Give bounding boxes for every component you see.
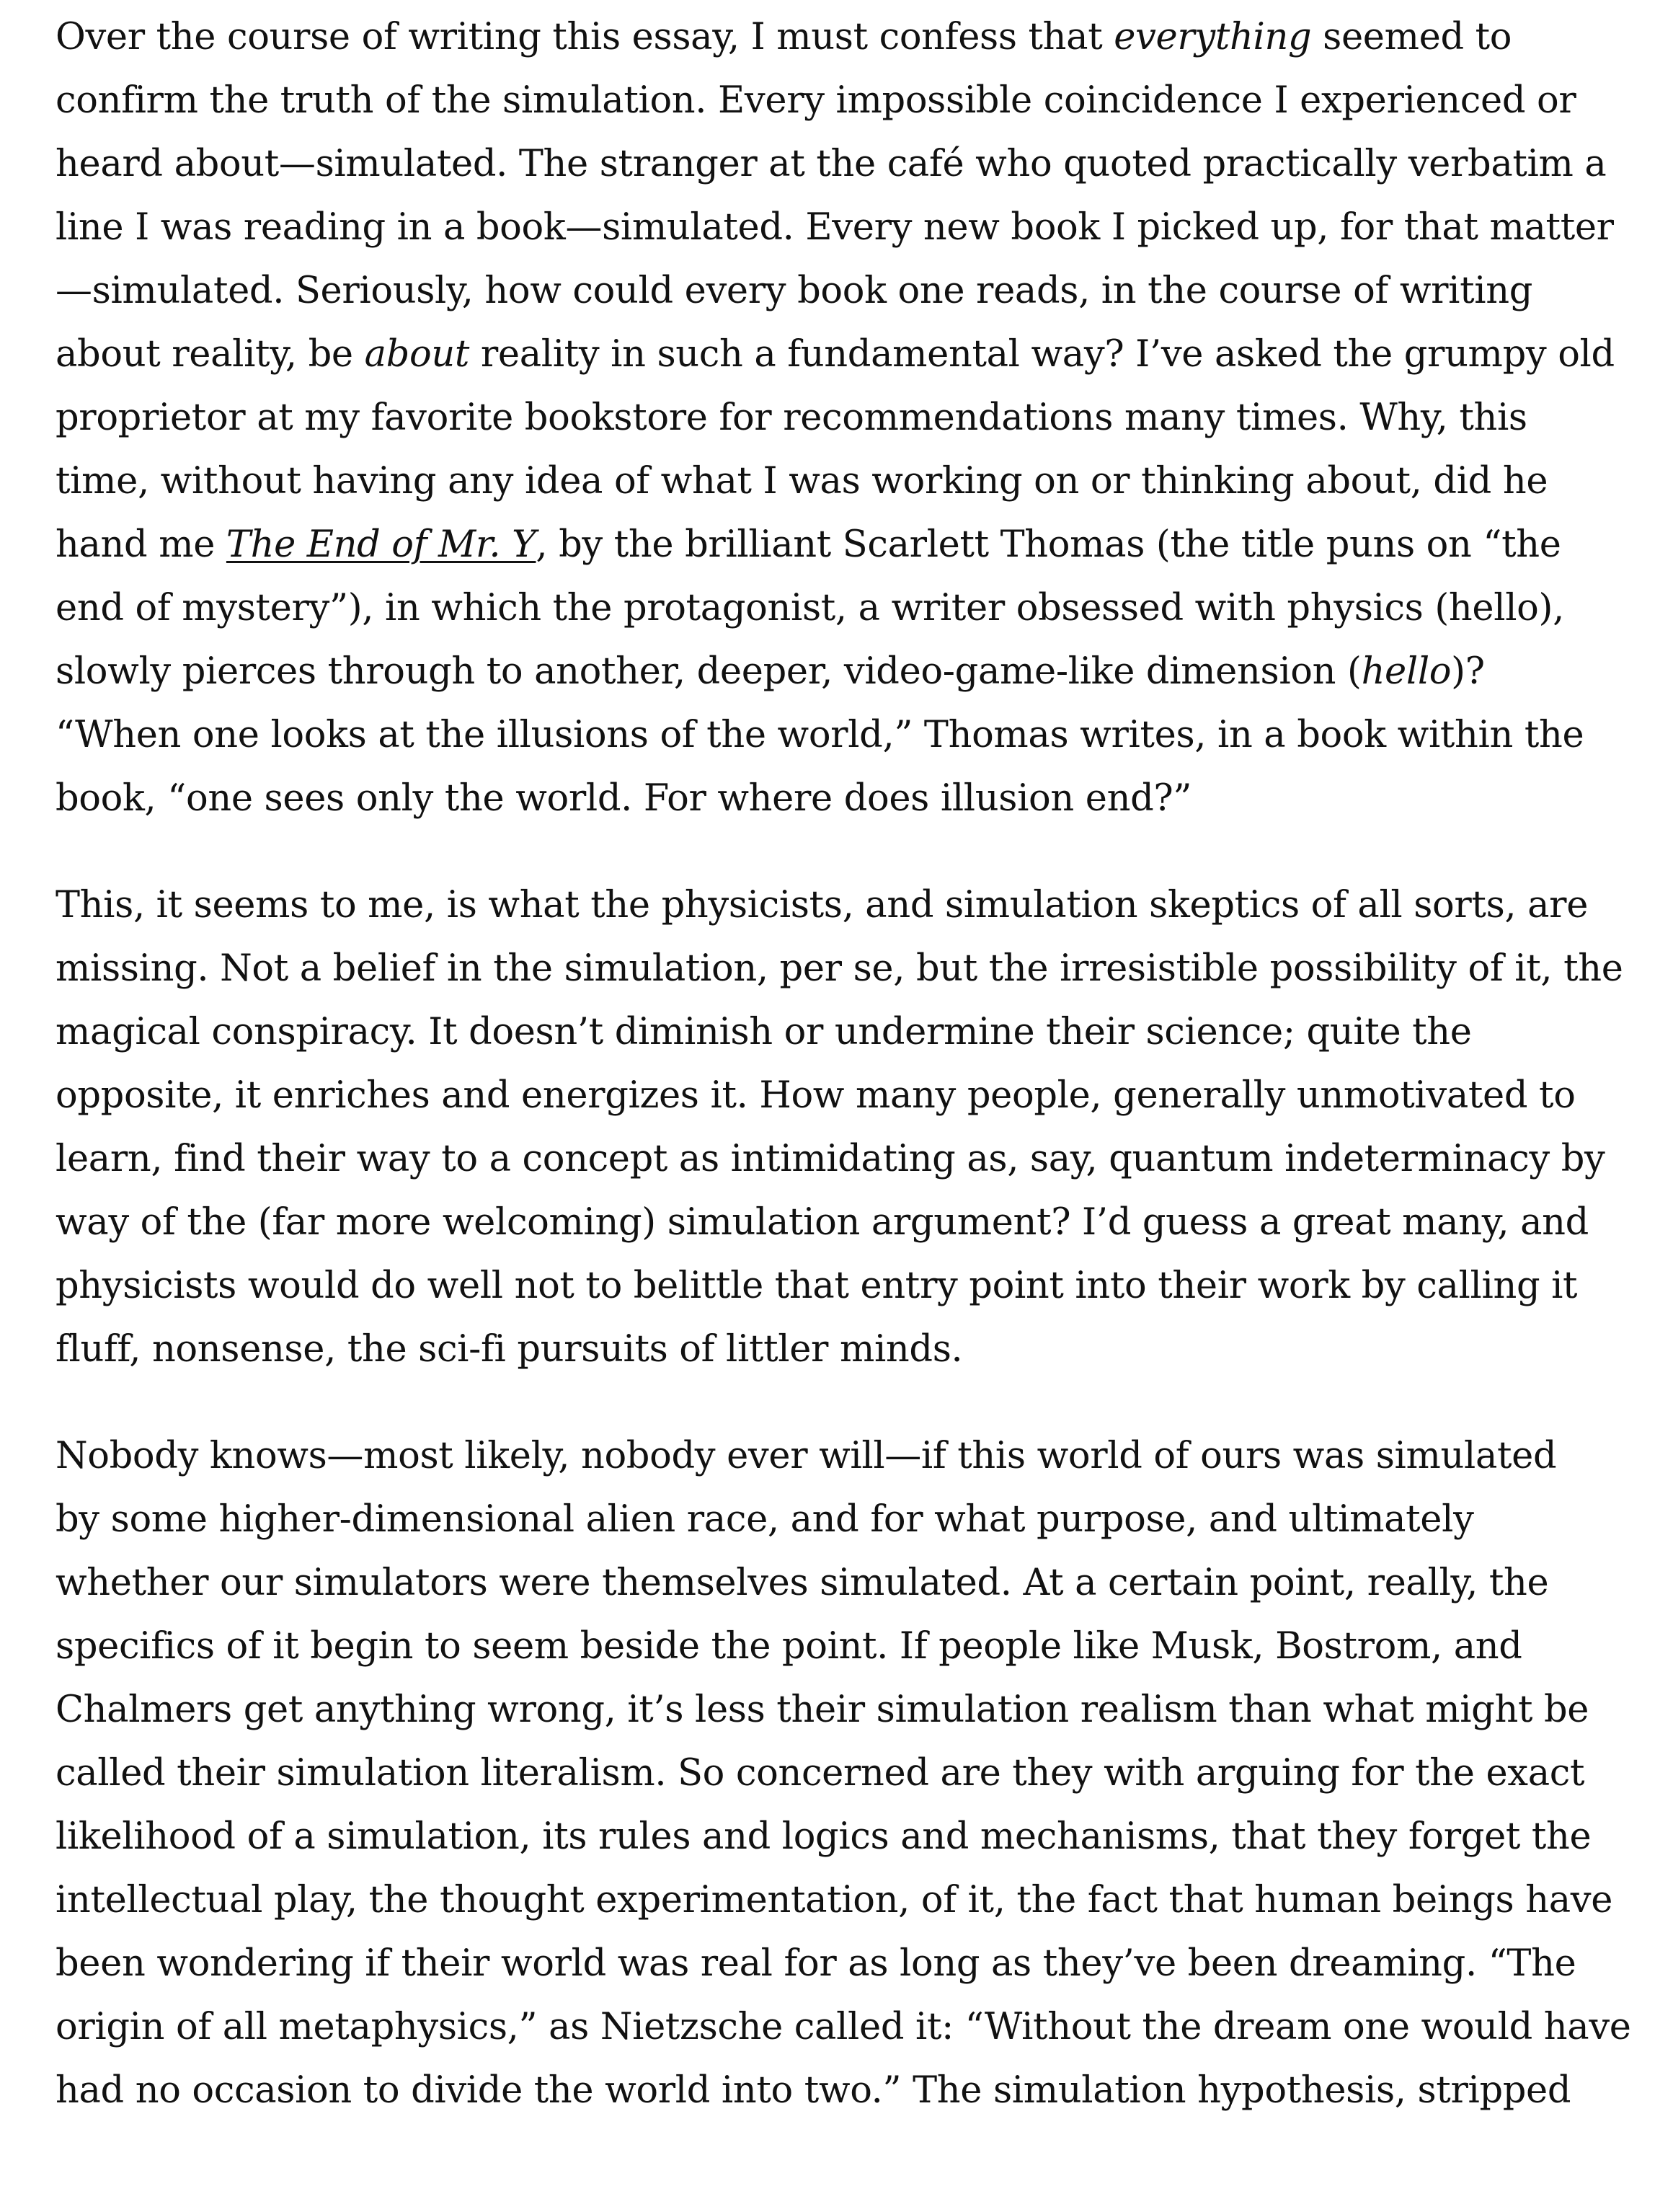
text-line <box>56 1742 1634 1805</box>
text-segment: hand me <box>56 523 226 566</box>
text-segment: line I was reading in a book—simulated. Every new book I picked up, for that matter <box>56 206 1614 249</box>
text-segment: Over the course of writing this essay, I must confess that <box>56 16 1114 58</box>
book-title-link[interactable]: The End of Mr. Y <box>226 523 536 566</box>
text-line <box>56 69 1634 133</box>
text-segment: origin of all metaphysics,” as Nietzsche called it: “Without the dream one would have <box>56 2006 1631 2048</box>
paragraph <box>56 6 1634 831</box>
text-segment: missing. Not a belief in the simulation, per se, but the irresistible possibility of it, the <box>56 947 1623 990</box>
text-segment: likelihood of a simulation, its rules and logics and mechanisms, that they forget the <box>56 1815 1592 1858</box>
text-segment: fluff, nonsense, the sci-fi pursuits of littler minds. <box>56 1328 963 1371</box>
text-segment: )? <box>1451 650 1485 693</box>
paragraph <box>56 1425 1634 2123</box>
text-segment: proprietor at my favorite bookstore for recommendations many times. Why, this <box>56 397 1527 439</box>
text-segment: time, without having any idea of what I was working on or thinking about, did he <box>56 460 1548 503</box>
text-segment: —simulated. Seriously, how could every book one reads, in the course of writing <box>56 270 1533 312</box>
text-segment: magical conspiracy. It doesn’t diminish or undermine their science; quite the <box>56 1011 1472 1053</box>
text-segment: specifics of it begin to seem beside the point. If people like Musk, Bostrom, and <box>56 1625 1522 1668</box>
text-line <box>56 1552 1634 1615</box>
emphasis-text: hello <box>1361 650 1452 693</box>
text-line <box>56 1488 1634 1552</box>
text-line <box>56 2059 1634 2123</box>
text-line <box>56 513 1634 577</box>
text-line <box>56 1805 1634 1869</box>
text-segment: confirm the truth of the simulation. Every impossible coincidence I experienced or <box>56 79 1576 122</box>
text-segment: This, it seems to me, is what the physicists, and simulation skeptics of all sorts, are <box>56 884 1589 926</box>
text-line <box>56 1064 1634 1128</box>
text-line <box>56 1128 1634 1191</box>
text-line <box>56 450 1634 513</box>
text-line <box>56 6 1634 69</box>
text-segment: been wondering if their world was real for as long as they’ve been dreaming. “The <box>56 1942 1576 1985</box>
text-line <box>56 767 1634 831</box>
text-line <box>56 937 1634 1001</box>
text-segment: about reality, be <box>56 333 365 376</box>
text-segment: opposite, it enriches and energizes it. How many people, generally unmotivated to <box>56 1074 1576 1117</box>
text-segment: Chalmers get anything wrong, it’s less their simulation realism than what might be <box>56 1689 1589 1731</box>
text-line <box>56 260 1634 323</box>
text-segment: way of the (far more welcoming) simulation argument? I’d guess a great many, and <box>56 1201 1589 1244</box>
text-line <box>56 386 1634 450</box>
emphasis-text: about <box>364 333 469 376</box>
text-line <box>56 1001 1634 1064</box>
text-line <box>56 704 1634 767</box>
text-line <box>56 1615 1634 1678</box>
text-line <box>56 323 1634 386</box>
text-line <box>56 1869 1634 1932</box>
text-segment: learn, find their way to a concept as intimidating as, say, quantum indeterminacy by <box>56 1138 1605 1180</box>
text-segment: “When one looks at the illusions of the world,” Thomas writes, in a book within the <box>56 714 1584 756</box>
text-segment: by some higher-dimensional alien race, and for what purpose, and ultimately <box>56 1498 1474 1541</box>
article-body <box>56 6 1634 2166</box>
text-line <box>56 577 1634 640</box>
text-segment: heard about—simulated. The stranger at the café who quoted practically verbatim a <box>56 143 1607 185</box>
text-line <box>56 1255 1634 1318</box>
text-line <box>56 1932 1634 1996</box>
text-line <box>56 1425 1634 1488</box>
text-segment: seemed to <box>1311 16 1512 58</box>
text-line <box>56 640 1634 704</box>
text-segment: had no occasion to divide the world into two.” The simulation hypothesis, stripped <box>56 2069 1571 2112</box>
text-line <box>56 1318 1634 1381</box>
text-line <box>56 196 1634 260</box>
text-line <box>56 1678 1634 1742</box>
text-line <box>56 874 1634 937</box>
text-segment: , by the brilliant Scarlett Thomas (the title puns on “the <box>536 523 1561 566</box>
text-segment: book, “one sees only the world. For where does illusion end?” <box>56 777 1192 820</box>
text-segment: physicists would do well not to belittle that entry point into their work by calling it <box>56 1265 1578 1307</box>
text-line <box>56 1996 1634 2059</box>
text-line <box>56 133 1634 196</box>
emphasis-text: everything <box>1114 16 1312 58</box>
text-segment: intellectual play, the thought experimentation, of it, the fact that human beings have <box>56 1879 1613 1921</box>
text-segment: end of mystery”), in which the protagonist, a writer obsessed with physics (hello), <box>56 587 1564 629</box>
text-segment: reality in such a fundamental way? I’ve asked the grumpy old <box>469 333 1615 376</box>
text-segment: whether our simulators were themselves simulated. At a certain point, really, the <box>56 1562 1549 1604</box>
text-segment: Nobody knows—most likely, nobody ever will—if this world of ours was simulated <box>56 1435 1557 1477</box>
text-segment: called their simulation literalism. So concerned are they with arguing for the exact <box>56 1752 1585 1795</box>
text-line <box>56 1191 1634 1255</box>
text-segment: slowly pierces through to another, deeper, video-game-like dimension ( <box>56 650 1362 693</box>
paragraph <box>56 874 1634 1381</box>
